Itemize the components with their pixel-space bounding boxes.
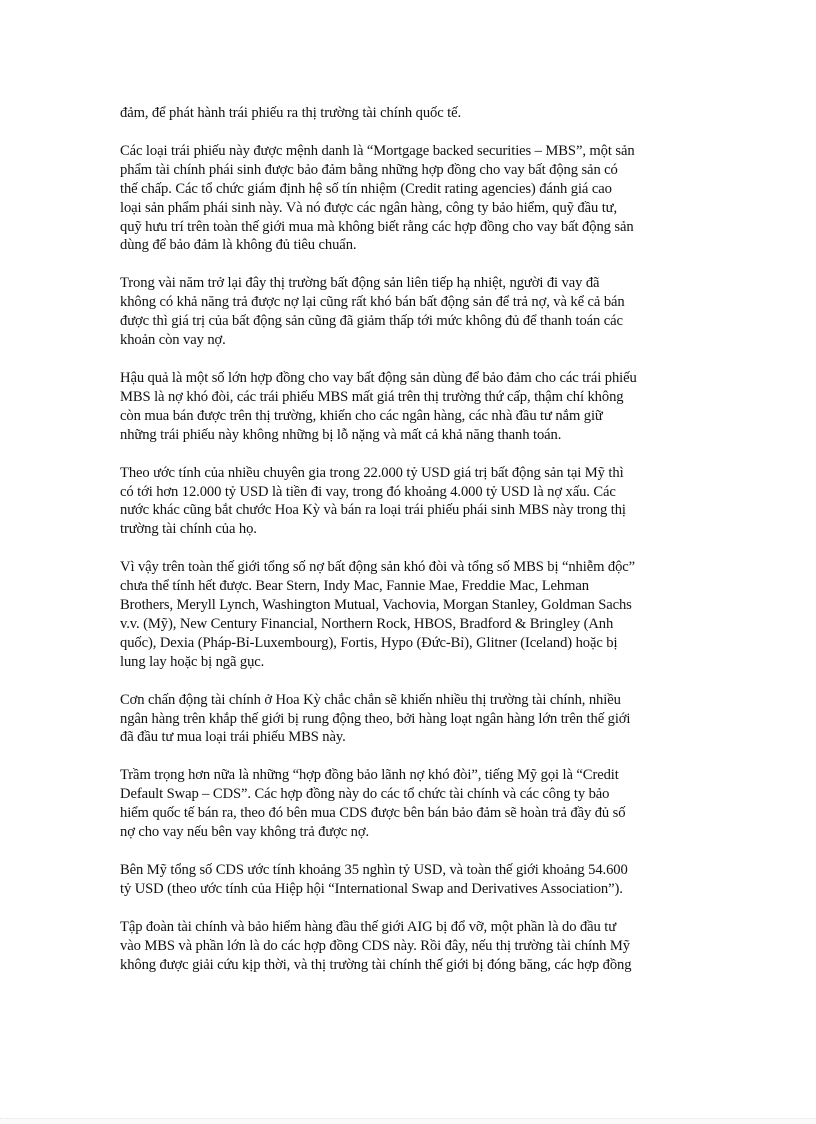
paragraph-10 (120, 918, 700, 975)
text-line: Brothers, Meryll Lynch, Washington Mutual, Vachovia, Morgan Stanley, Goldman Sachs (120, 597, 632, 614)
paragraph-9 (120, 861, 700, 899)
text-line: thế chấp. Các tổ chức giám định hệ số tín nhiệm (Credit rating agencies) đánh giá cao (120, 180, 612, 197)
text-line: Hậu quả là một số lớn hợp đồng cho vay bất động sản dùng để bảo đảm cho các trái phiếu (120, 369, 637, 386)
text-line: đảm, để phát hành trái phiếu ra thị trường tài chính quốc tế. (120, 105, 462, 121)
text-line: trường tài chính của họ. (120, 521, 257, 538)
paragraph-7 (120, 691, 700, 748)
text-line: chưa thể tính hết được. Bear Stern, Indy Mac, Fannie Mae, Freddie Mac, Lehman (120, 578, 589, 595)
text-line: không có khả năng trả được nợ lại cũng rất khó bán bất động sản để trả nợ, và kể cả bán (120, 294, 625, 311)
text-line: không được giải cứu kịp thời, và thị trường tài chính thế giới bị đóng băng, các hợp đồng (120, 956, 632, 973)
paragraph-5 (120, 464, 700, 540)
text-line: những trái phiếu này không những bị lỗ nặng và mất cả khả năng thanh toán. (120, 426, 562, 443)
text-line: khoản còn vay nợ. (120, 332, 226, 349)
paragraph-4 (120, 369, 700, 445)
text-line: v.v. (Mỹ), New Century Financial, Northern Rock, HBOS, Bradford & Bringley (Anh (120, 615, 614, 632)
text-line: Trầm trọng hơn nữa là những “hợp đồng bảo lãnh nợ khó đòi”, tiếng Mỹ gọi là “Credit (120, 767, 619, 784)
text-line: có tới hơn 12.000 tỷ USD là tiền đi vay, trong đó khoảng 4.000 tỷ USD là nợ xấu. Các (120, 483, 616, 500)
text-line: quốc), Dexia (Pháp-Bỉ-Luxembourg), Fortis, Hypo (Đức-Bỉ), Glitner (Iceland) hoặc bị (120, 634, 618, 651)
paragraph-6 (120, 558, 700, 671)
text-line: Vì vậy trên toàn thế giới tổng số nợ bất động sản khó đòi và tổng số MBS bị “nhiễm độc” (120, 559, 636, 576)
text-line: Tập đoàn tài chính và bảo hiểm hàng đầu thế giới AIG bị đổ vỡ, một phần là do đầu tư (120, 918, 617, 935)
text-line: quỹ hưu trí trên toàn thế giới mua mà không biết rằng các hợp đồng cho vay bất động sản (120, 218, 634, 235)
text-line: tỷ USD (theo ước tính của Hiệp hội “International Swap and Derivatives Association”). (120, 880, 623, 897)
paragraph-8 (120, 766, 700, 842)
text-line: Trong vài năm trở lại đây thị trường bất động sản liên tiếp hạ nhiệt, người đi vay đã (120, 275, 600, 292)
text-line: loại sản phẩm phái sinh này. Và nó được các ngân hàng, công ty bảo hiểm, quỹ đầu tư, (120, 199, 618, 216)
page-bottom-edge (0, 1118, 816, 1124)
text-line: phẩm tài chính phái sinh được bảo đảm bằng những hợp đồng cho vay bất động sản có (120, 161, 618, 178)
paragraph-2 (120, 142, 700, 255)
text-line: Cơn chấn động tài chính ở Hoa Kỳ chắc chắn sẽ khiến nhiều thị trường tài chính, nhiều (120, 691, 621, 708)
text-line: hiểm quốc tế bán ra, theo đó bên mua CDS được bên bán bảo đảm sẽ hoàn trả đầy đủ số (120, 805, 626, 822)
text-line: nợ cho vay nếu bên vay không trả được nợ. (120, 824, 370, 841)
text-line: được thì giá trị của bất động sản cũng đã giảm thấp tới mức không đủ để thanh toán các (120, 313, 623, 330)
paragraph-1 (120, 104, 700, 123)
text-line: nước khác cũng bắt chước Hoa Kỳ và bán ra loại trái phiếu phái sinh MBS này trong thị (120, 502, 626, 519)
text-line: dùng để bảo đảm là không đủ tiêu chuẩn. (120, 237, 357, 254)
text-line: Bên Mỹ tổng số CDS ước tính khoảng 35 nghìn tỷ USD, và toàn thế giới khoảng 54.600 (120, 862, 628, 878)
text-line: lung lay hoặc bị ngã gục. (120, 653, 265, 670)
text-line: Các loại trái phiếu này được mệnh danh là “Mortgage backed securities – MBS”, một sản (120, 142, 635, 159)
paragraph-3 (120, 274, 700, 350)
document-body (120, 104, 700, 994)
text-line: còn mua bán được trên thị trường, khiến cho các ngân hàng, các nhà đầu tư nắm giữ (120, 407, 603, 424)
text-line: đã đầu tư mua loại trái phiếu MBS này. (120, 729, 346, 746)
text-line: Default Swap – CDS”. Các hợp đồng này do các tổ chức tài chính và các công ty bảo (120, 786, 610, 803)
text-line: MBS là nợ khó đòi, các trái phiếu MBS mất giá trên thị trường thứ cấp, thậm chí không (120, 388, 624, 405)
text-line: vào MBS và phần lớn là do các hợp đồng CDS này. Rồi đây, nếu thị trường tài chính Mỹ (120, 937, 630, 954)
text-line: ngân hàng trên khắp thế giới bị rung động theo, bởi hàng loạt ngân hàng lớn trên thế giới (120, 710, 631, 727)
text-line: Theo ước tính của nhiều chuyên gia trong 22.000 tỷ USD giá trị bất động sản tại Mỹ thì (120, 464, 624, 481)
